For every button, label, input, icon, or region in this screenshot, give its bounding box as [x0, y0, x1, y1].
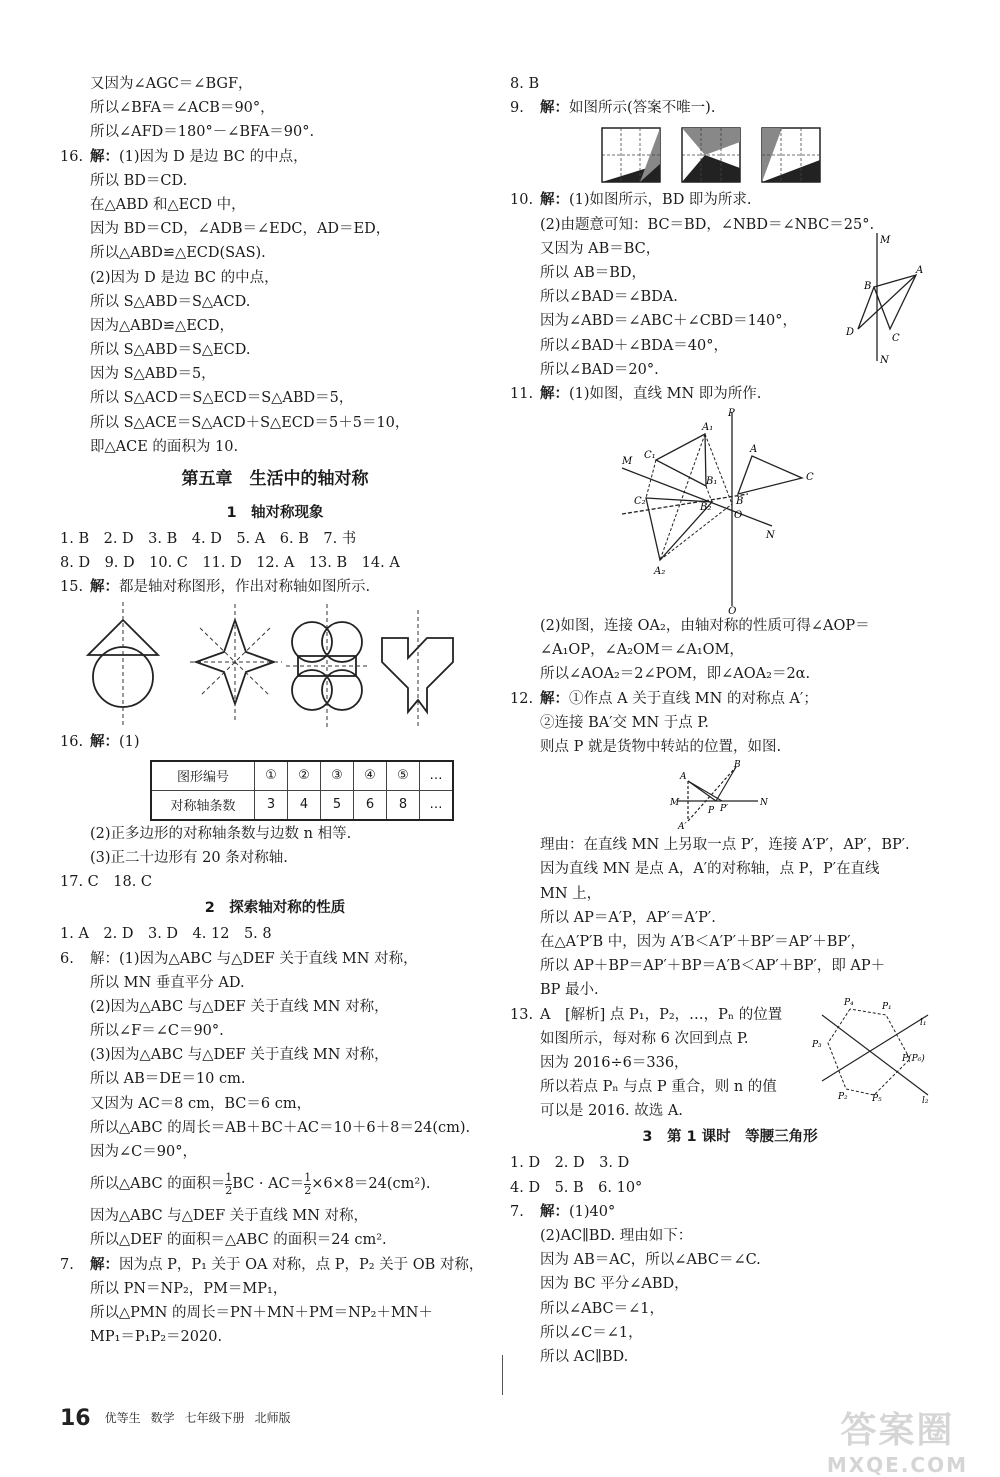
text-line: 因为 2016÷6＝336，: [540, 1054, 689, 1071]
table-cell: ④: [354, 761, 387, 791]
question-10-body: [510, 213, 950, 382]
label-A-prime: A′: [678, 822, 687, 833]
q10-figure: [840, 229, 930, 369]
text-line: 所以∠AFD＝180°－∠BFA＝90°.: [90, 124, 315, 141]
text-line: 所以 AP＝A′P，AP′＝A′P′.: [540, 909, 716, 926]
text-line: (1)40°: [569, 1203, 616, 1220]
question-number: 16.: [60, 733, 84, 750]
label-A: A: [916, 264, 924, 276]
question-10: [510, 188, 950, 212]
table-cell: …: [420, 761, 454, 791]
text-line: 所以 BD＝CD.: [90, 172, 188, 189]
text-line: (2)因为 D 是边 BC 的中点，: [90, 269, 279, 286]
text-line: (2)正多边形的对称轴条数与边数 n 相等.: [90, 825, 352, 842]
label-P-prime: P′: [720, 804, 729, 815]
question-number: 6.: [60, 950, 74, 967]
table-cell: ①: [255, 761, 288, 791]
text-line: 所以 AC∥BD.: [540, 1348, 629, 1365]
denominator: 2: [304, 1183, 312, 1197]
text-line: 所以∠F＝∠C＝90°.: [90, 1023, 224, 1040]
right-column: [510, 72, 950, 1369]
question-number: 7.: [510, 1203, 524, 1220]
question-number: 11.: [510, 385, 534, 402]
text-line: 所以△ABD≌△ECD(SAS).: [90, 245, 266, 262]
label-O: O: [734, 510, 743, 522]
answer-line: 8. D 9. D 10. C 11. D 12. A 13. B 14. A: [60, 555, 400, 572]
text-line: 所以△ABC 的周长＝AB＋BC＋AC＝10＋6＋8＝24(cm).: [90, 1119, 471, 1136]
answer-line: 1. B 2. D 3. B 4. D 5. A 6. B 7. 书: [60, 531, 357, 547]
question-number: 16.: [60, 148, 84, 165]
table-row: [151, 790, 453, 820]
table-cell: 5: [321, 790, 354, 820]
label-M: M: [622, 456, 633, 468]
subject: 数学: [150, 1411, 175, 1425]
question-number: 9.: [510, 100, 524, 117]
text-line: 又因为∠AGC＝∠BGF，: [90, 76, 253, 92]
text-line: 因为∠ABD＝∠ABC＋∠CBD＝140°，: [540, 313, 797, 330]
text-line: 又因为 AC＝8 cm，BC＝6 cm，: [90, 1095, 312, 1112]
label-A: A: [680, 772, 687, 783]
axis-count-table-wrap: [60, 754, 490, 822]
question-16: [60, 145, 490, 169]
label-P4: P₄: [844, 997, 854, 1008]
text-line: 所以 AB＝BD，: [540, 264, 647, 281]
label-A2: A₂: [654, 566, 666, 578]
text-line: 所以∠BAD＝∠BDA.: [540, 289, 678, 306]
question-16b: [60, 730, 490, 754]
text-line: 都是轴对称图形，作出对称轴如图所示.: [119, 579, 371, 596]
answer-line: 8. B: [510, 76, 540, 92]
q12-figure: [510, 759, 950, 833]
text-line: 所以 S△ACD＝S△ECD＝S△ABD＝5，: [90, 390, 354, 407]
label-P5: P₅: [872, 1093, 882, 1104]
text-line: 所以△DEF 的面积＝△ABC 的面积＝24 cm².: [90, 1232, 387, 1249]
text-line: 所以 PN＝NP₂，PM＝MP₁，: [90, 1280, 288, 1297]
table-header: 对称轴条数: [151, 790, 255, 820]
question-15: [60, 575, 490, 599]
label-l2: l₂: [922, 1095, 929, 1105]
table-cell: …: [420, 790, 454, 820]
text-line: (2)因为△ABC 与△DEF 关于直线 MN 对称，: [90, 998, 389, 1015]
edition: 北师版: [254, 1411, 291, 1425]
question-number: 7.: [60, 1256, 74, 1273]
answer-line: 17. C 18. C: [60, 874, 153, 891]
label-C: C: [892, 332, 900, 344]
label-P-P6: P(P₆): [902, 1053, 925, 1064]
jie-label: 解：: [540, 690, 569, 707]
table-cell: ③: [321, 761, 354, 791]
text-line: 解：(1)因为△ABC 与△DEF 关于直线 MN 对称，: [90, 950, 418, 967]
watermark: [827, 1402, 968, 1477]
text-line: (1)如图所示，BD 即为所求.: [569, 192, 752, 209]
table-row: [151, 761, 453, 791]
text-line: (1)因为 D 是边 BC 的中点，: [119, 148, 308, 165]
column-divider: [502, 1355, 503, 1395]
text-fragment: ×6×8＝24(cm²).: [311, 1176, 431, 1193]
left-column: [60, 72, 490, 1349]
text-line: 又因为 AB＝BC，: [540, 240, 661, 257]
jie-label: 解：: [90, 579, 119, 596]
numerator: 1: [225, 1170, 233, 1184]
text-line: (2)AC∥BD. 理由如下：: [540, 1228, 693, 1244]
label-B1: B₁: [706, 476, 718, 488]
label-N: N: [766, 530, 775, 542]
text-line: 所以△PMN 的周长＝PN＋MN＋PM＝NP₂＋MN＋: [90, 1304, 433, 1321]
question-number: 13.: [510, 1006, 534, 1023]
text-line: (2)如图，连接 OA₂，由轴对称的性质可得∠AOP＝: [540, 618, 870, 635]
label-P2: P₂: [838, 1091, 848, 1102]
text-fragment: BC · AC＝: [232, 1176, 305, 1193]
label-P3: P₃: [812, 1039, 822, 1050]
text-line: 所以∠BFA＝∠ACB＝90°，: [90, 100, 275, 117]
answer-line: 1. A 2. D 3. D 4. 12 5. 8: [60, 926, 272, 943]
question-13: [510, 997, 950, 1124]
table-cell: 8: [387, 790, 420, 820]
label-M: M: [670, 798, 680, 809]
question-12: [510, 687, 950, 711]
grid-figures: [510, 120, 950, 188]
label-M: M: [880, 234, 891, 246]
label-C: C: [806, 472, 814, 484]
text-line: 因为点 P，P₁ 关于 OA 对称，点 P，P₂ 关于 OB 对称，: [119, 1256, 484, 1273]
text-line: 所以 AB＝DE＝10 cm.: [90, 1071, 246, 1088]
question-16-body: [60, 169, 490, 459]
text-line: 所以 MN 垂直平分 AD.: [90, 974, 245, 991]
table-cell: 3: [255, 790, 288, 820]
text-line: 因为 AB＝AC，所以∠ABC＝∠C.: [540, 1252, 761, 1269]
area-formula: [90, 1164, 490, 1204]
text-line: 理由：在直线 MN 上另取一点 P′，连接 A′P′，AP′，BP′.: [540, 837, 910, 854]
label-B: B: [864, 280, 872, 292]
grade: 七年级下册: [184, 1411, 245, 1425]
text-line: 如图所示，每对称 6 次回到点 P.: [540, 1030, 749, 1047]
text-line: 在△A′P′B 中，因为 A′B＜A′P′＋BP′＝AP′＋BP′，: [540, 933, 865, 950]
text-line: 因为△ABC 与△DEF 关于直线 MN 对称，: [90, 1208, 369, 1225]
watermark-url: MXQE.COM: [826, 1453, 968, 1477]
text-line: (1): [119, 733, 140, 750]
answer-line: 4. D 5. B 6. 10°: [510, 1179, 643, 1196]
text-fragment: 所以△ABC 的面积＝: [90, 1176, 226, 1193]
text-line: ①作点 A 关于直线 MN 的对称点 A′；: [569, 690, 818, 707]
label-N: N: [880, 354, 889, 366]
proof-lines: [60, 72, 490, 145]
jie-label: 解：: [540, 385, 569, 402]
text-line: 因为△ABD≌△ECD，: [90, 317, 235, 334]
text-line: 所以∠ABC＝∠1，: [540, 1300, 665, 1317]
q13-figure: [810, 995, 940, 1105]
text-line: (3)因为△ABC 与△DEF 关于直线 MN 对称，: [90, 1047, 389, 1064]
label-P: P: [728, 408, 735, 420]
label-C2: C₂: [634, 496, 646, 508]
label-Q: Q: [728, 606, 737, 615]
grid-figure-2: [682, 128, 740, 182]
text-line: 如图所示(答案不唯一).: [569, 100, 716, 117]
text-line: 则点 P 就是货物中转站的位置，如图.: [540, 739, 782, 755]
question-number: 15.: [60, 579, 84, 596]
text-line: 在△ABD 和△ECD 中，: [90, 196, 246, 213]
label-P: P: [708, 806, 715, 817]
jie-label: 解：: [540, 192, 569, 209]
jie-label: 解：: [540, 1203, 569, 1220]
text-line: 因为 BD＝CD，∠ADB＝∠EDC，AD＝ED，: [90, 221, 391, 238]
jie-label: 解：: [540, 100, 569, 117]
label-B: B: [734, 760, 741, 771]
label-l1: l₁: [920, 1017, 927, 1028]
text-line: ∠A₁OP，∠A₂OM＝∠A₁OM，: [540, 642, 744, 659]
label-D: D: [846, 326, 855, 338]
denominator: 2: [225, 1183, 233, 1197]
label-C1: C₁: [644, 450, 656, 462]
jie-label: 解：: [90, 733, 119, 750]
page-footer: [60, 1406, 301, 1431]
label-A: A: [750, 444, 758, 456]
question-9: [510, 96, 950, 120]
text-line: 所以∠BAD＝20°.: [540, 361, 659, 378]
text-line: MP₁＝P₁P₂＝2020.: [90, 1329, 223, 1346]
text-line: 所以∠C＝∠1，: [540, 1324, 643, 1341]
table-header: 图形编号: [151, 761, 255, 791]
text-line: MN 上，: [540, 885, 602, 902]
text-line: 可以是 2016. 故选 A.: [540, 1103, 683, 1120]
page-number: 16: [60, 1406, 91, 1431]
numerator: 1: [304, 1170, 312, 1184]
text-line: 所以∠AOA₂＝2∠POM，即∠AOA₂＝2α.: [540, 666, 811, 683]
axis-count-table: [150, 760, 454, 821]
table-cell: 4: [288, 790, 321, 820]
grid-figure-1: [602, 128, 660, 182]
text-line: 所以若点 Pₙ 与点 P 重合，则 n 的值: [540, 1079, 777, 1096]
question-number: 10.: [510, 192, 534, 209]
table-cell: ⑤: [387, 761, 420, 791]
answer-line: 1. D 2. D 3. D: [510, 1155, 630, 1172]
text-line: 所以 AP＋BP＝AP′＋BP＝A′B＜AP′＋BP′，即 AP＋: [540, 958, 886, 975]
text-line: ②连接 BA′交 MN 于点 P.: [540, 714, 709, 731]
watermark-text: 答案圈: [840, 1410, 955, 1451]
question-6: [60, 947, 490, 971]
grid-figure-3: [762, 128, 820, 182]
symmetry-figures: [60, 600, 490, 730]
label-N: N: [760, 798, 768, 809]
text-line: 所以∠BAD＋∠BDA＝40°，: [540, 337, 729, 354]
text-line: 所以 S△ACE＝S△ACD＋S△ECD＝5＋5＝10，: [90, 414, 410, 431]
text-line: 所以 S△ABD＝S△ECD.: [90, 342, 251, 359]
jie-label: 解：: [90, 1256, 119, 1273]
text-line: (1)如图，直线 MN 即为所作.: [569, 385, 762, 402]
question-number: 12.: [510, 690, 534, 707]
text-line: 所以 S△ABD＝S△ACD.: [90, 293, 251, 310]
text-line: 即△ACE 的面积为 10.: [90, 438, 239, 455]
question-7-right: [510, 1200, 950, 1224]
table-cell: 6: [354, 790, 387, 820]
question-7: [60, 1253, 490, 1277]
jie-label: 解：: [90, 148, 119, 165]
text-line: 因为 S△ABD＝5，: [90, 366, 216, 383]
text-line: (3)正二十边形有 20 条对称轴.: [90, 849, 288, 866]
table-cell: ②: [288, 761, 321, 791]
question-11: [510, 382, 950, 406]
q11-figure: [510, 406, 950, 614]
label-B2: B₂: [700, 502, 712, 514]
text-line: BP 最小.: [540, 982, 599, 999]
chapter-title: 第五章 生活中的轴对称: [181, 469, 369, 489]
circle-shape: [93, 647, 153, 707]
label-B: B: [736, 496, 744, 508]
section-title: 3 第 1 课时 等腰三角形: [642, 1129, 818, 1146]
section-title: 2 探索轴对称的性质: [204, 900, 346, 917]
text-line: 因为 BC 平分∠ABD，: [540, 1276, 689, 1293]
text-line: A [解析] 点 P₁，P₂，…，Pₙ 的位置: [540, 1006, 783, 1023]
brand-name: 优等生: [104, 1411, 141, 1425]
label-P1: P₁: [882, 1001, 892, 1012]
text-line: 因为直线 MN 是点 A，A′的对称轴，点 P，P′在直线: [540, 861, 880, 878]
section-title: 1 轴对称现象: [226, 505, 324, 521]
text-line: 因为∠C＝90°，: [90, 1144, 197, 1160]
label-A1: A₁: [702, 422, 714, 434]
text-line: (2)由题意可知：BC＝BD，∠NBD＝∠NBC＝25°.: [540, 216, 875, 233]
